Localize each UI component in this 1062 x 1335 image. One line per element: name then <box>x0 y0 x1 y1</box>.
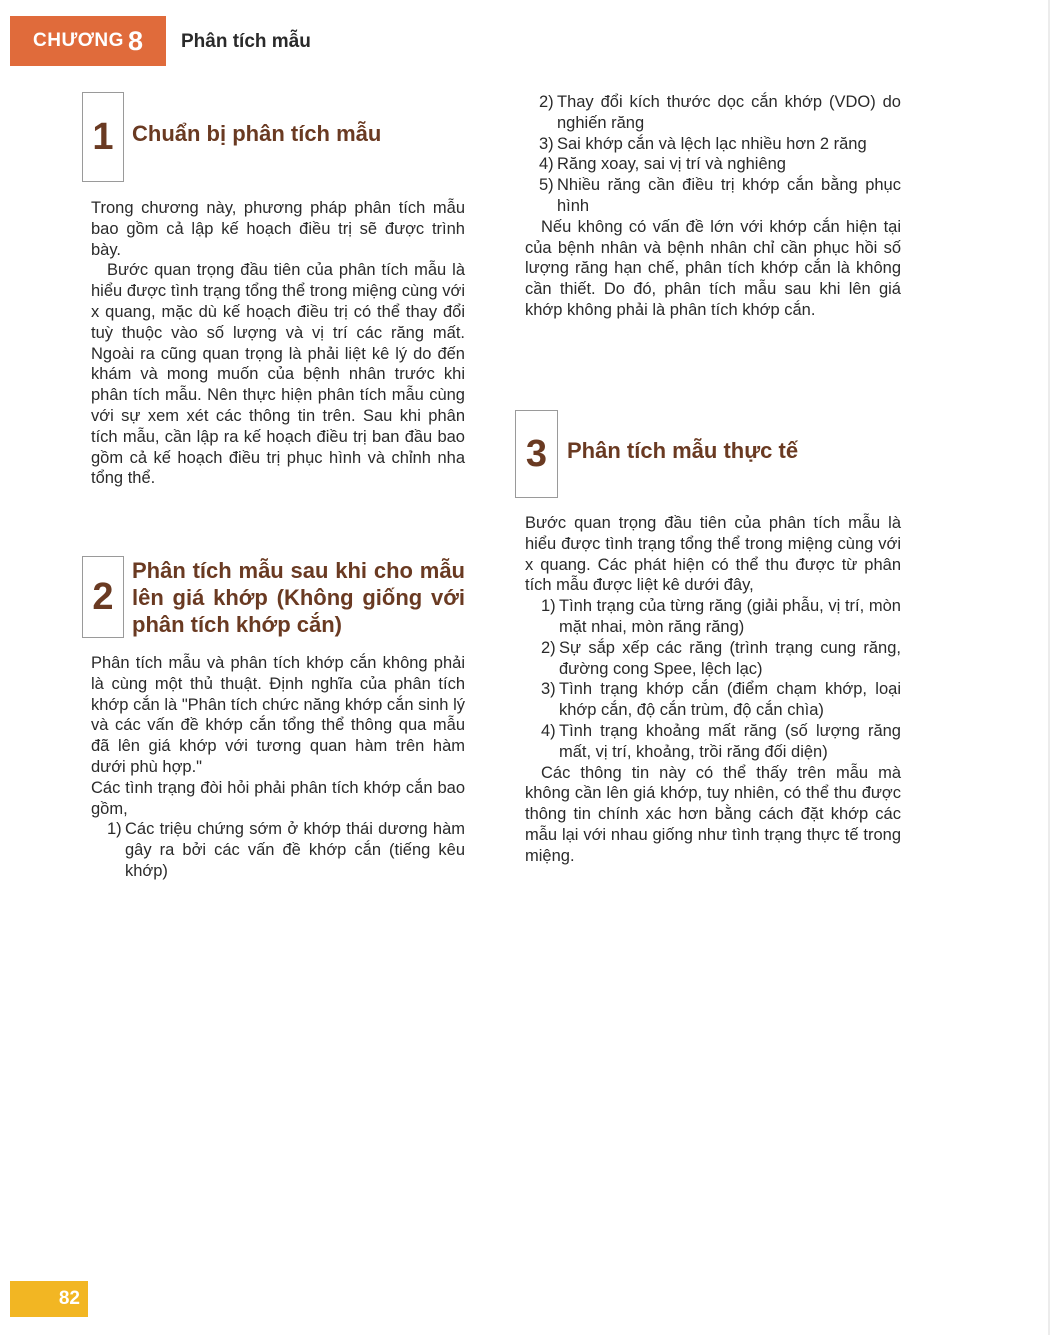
section-1-paragraph: Trong chương này, phương pháp phân tích mẫu bao gồm cả lập kế hoạch điều trị sẽ được trình bày. <box>91 199 465 259</box>
list-item-number: 4) <box>541 721 556 740</box>
section-1-paragraph: Bước quan trọng đầu tiên của phân tích mẫu là hiểu được tình trạng tổng thể trong miệng cùng với x quang, mặc dù kế hoạch điều trị có thể thay đổi tuỳ thuộc vào số lượng và vị trí các răng mất. Ngoài ra cũng quan trọng là phải liệt kê lý do đến khám và mong muốn của bệnh nhân trước khi phân tích mẫu. Nên thực hiện phân tích mẫu cùng với sự xem xét các thông tin trên. Sau khi phân tích mẫu, cần lập ra kế hoạch điều trị ban đầu bao gồm cả kế hoạch điều trị phục hình và chỉnh nha tổng thể. <box>91 261 465 488</box>
section-2-paragraph: Các tình trạng đòi hỏi phải phân tích khớp cắn bao gồm, <box>91 778 465 818</box>
list-item-number: 1) <box>541 597 556 616</box>
list-item <box>525 154 901 175</box>
section-3-body <box>525 513 901 867</box>
section-2-number: 2 <box>82 556 124 638</box>
section-2-paragraph: Nếu không có vấn đề lớn với khớp cắn hiện tại của bệnh nhân và bệnh nhân chỉ cần phục hồi số lượng răng hạn chế, phân tích khớp cắn là không cần thiết. Do đó, phân tích mẫu sau khi lên giá khớp không phải là phân tích khớp cắn. <box>525 217 901 319</box>
list-item-number: 1) <box>107 820 122 839</box>
list-item <box>525 721 901 763</box>
section-2-paragraph: Phân tích mẫu và phân tích khớp cắn không phải là cùng một thủ thuật. Định nghĩa của phân tích khớp cắn là "Phân tích chức năng khớp cắn sinh lý và các vấn đề khớp cắn tổng thể thông qua mẫu đã lên giá khớp với tương quan hàm trên hàm dưới phù hợp." <box>91 654 465 776</box>
list-item-text: Tình trạng của từng răng (giải phẫu, vị trí, mòn mặt nhai, mòn răng răng) <box>559 597 901 636</box>
page-edge-line <box>1048 0 1050 1335</box>
list-item <box>525 596 901 638</box>
chapter-title: Phân tích mẫu <box>181 31 311 52</box>
list-item-number: 2) <box>539 93 554 111</box>
list-item-text: Sai khớp cắn và lệch lạc nhiều hơn 2 răng <box>557 134 867 153</box>
list-item-number: 5) <box>539 176 554 195</box>
list-item-number: 4) <box>539 155 554 174</box>
section-3-title: Phân tích mẫu thực tế <box>567 438 799 463</box>
section-2-title: Phân tích mẫu sau khi cho mẫu lên giá khớp (Không giống với phân tích khớp cắn) <box>132 558 465 637</box>
section-3-paragraph: Bước quan trọng đầu tiên của phân tích mẫu là hiểu được tình trạng tổng thể trong miệng cùng với x quang. Các phát hiện có thể thu được từ phân tích mẫu được liệt kê dưới đây, <box>525 514 901 595</box>
list-item-text: Thay đổi kích thước dọc cắn khớp (VDO) do nghiến răng <box>557 93 901 132</box>
list-item-number: 3) <box>539 134 554 153</box>
list-item-text: Tình trạng khoảng mất răng (số lượng răng mất, vị trí, khoảng, trồi răng đối diện) <box>559 721 901 761</box>
page-number: 82 <box>10 1281 88 1317</box>
section-2-body-right <box>525 92 901 321</box>
section-1-number: 1 <box>82 92 124 182</box>
list-item-number: 3) <box>541 680 556 699</box>
list-item-text: Các triệu chứng sớm ở khớp thái dương hàm gây ra bởi các vấn đề khớp cắn (tiếng kêu khớp) <box>125 820 465 880</box>
list-item <box>525 638 901 680</box>
section-1-body <box>91 198 465 489</box>
section-3-paragraph: Các thông tin này có thể thấy trên mẫu mà không cần lên giá khớp, tuy nhiên, có thể thu được thông tin chính xác hơn bằng cách đặt khớp các mẫu lại với nhau giống như tình trạng thực tế trong miệng. <box>525 763 901 865</box>
list-item-number: 2) <box>541 638 556 657</box>
chapter-tab <box>10 16 166 66</box>
chapter-label: CHƯƠNG <box>33 30 124 51</box>
chapter-number: 8 <box>127 25 143 56</box>
list-item-text: Sự sắp xếp các răng (trình trạng cung răng, đường cong Spee, lệch lạc) <box>559 638 901 678</box>
list-item-text: Tình trạng khớp cắn (điểm chạm khớp, loại khớp cắn, độ cắn trùm, độ cắn chìa) <box>559 680 901 720</box>
section-2-body-left <box>91 653 465 882</box>
list-item <box>525 679 901 721</box>
list-item <box>525 134 901 155</box>
section-1-title: Chuẩn bị phân tích mẫu <box>132 121 382 146</box>
list-item <box>91 819 465 881</box>
list-item <box>525 92 901 134</box>
list-item-text: Nhiều răng cần điều trị khớp cắn bằng phục hình <box>557 176 901 215</box>
section-3-number: 3 <box>515 410 558 498</box>
list-item-text: Răng xoay, sai vị trí và nghiêng <box>557 155 786 174</box>
list-item <box>525 175 901 217</box>
